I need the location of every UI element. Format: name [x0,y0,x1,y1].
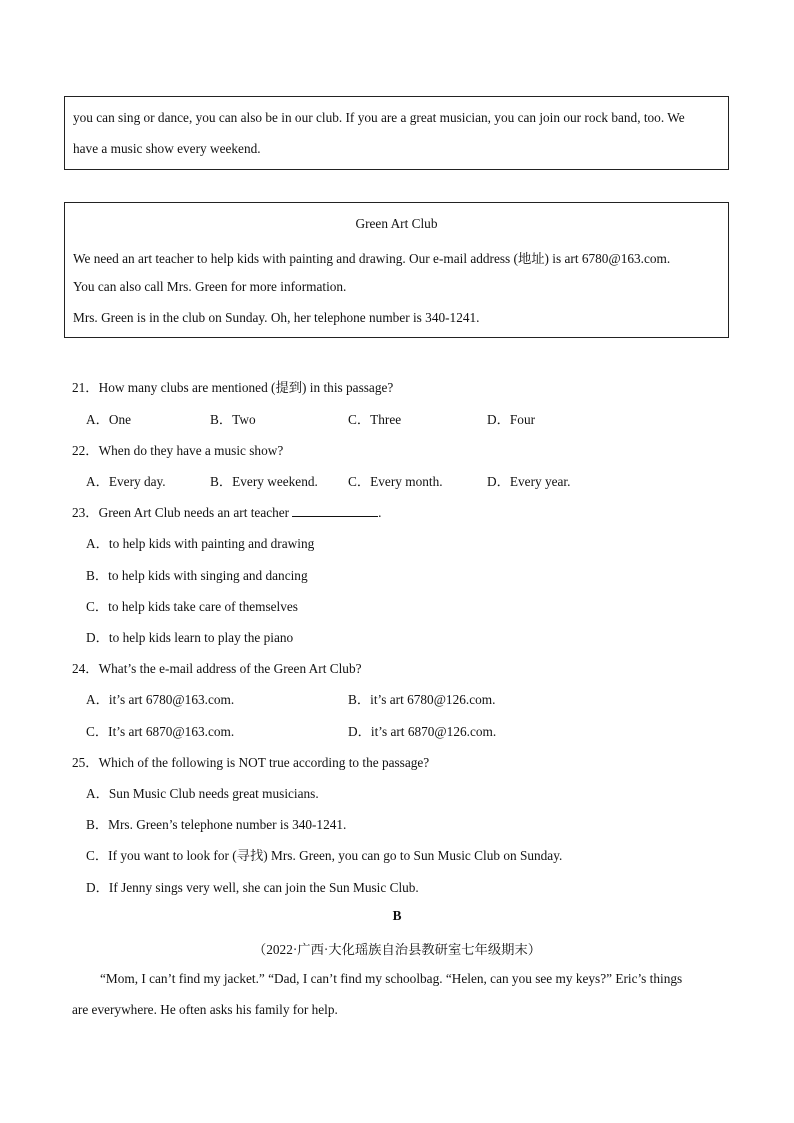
option: B．Two [210,412,256,427]
paragraph-line: are everywhere. He often asks his family for help. [72,1002,338,1017]
option: C．If you want to look for (寻找) Mrs. Green, you can go to Sun Music Club on Sunday. [86,848,563,863]
passage-line: have a music show every weekend. [73,141,261,156]
section-heading: B [392,908,402,923]
option: B．to help kids with singing and dancing [86,568,308,583]
question-stem: 25．Which of the following is NOT true according to the passage? [72,755,430,770]
option: C．It’s art 6870@163.com. [86,724,235,739]
option: A．it’s art 6780@163.com. [86,692,235,707]
club-title: Green Art Club [355,216,438,231]
option: B．Mrs. Green’s telephone number is 340-1241. [86,817,347,832]
passage-line: You can also call Mrs. Green for more information. [73,279,347,294]
option: A．Sun Music Club needs great musicians. [86,786,319,801]
stem-end: . [378,505,382,520]
green-art-club-box [64,202,729,338]
passage-line: you can sing or dance, you can also be in our club. If you are a great musician, you can join our rock band, too. We [73,110,685,125]
option: D．Every year. [487,474,571,489]
question-stem: 22．When do they have a music show? [72,443,284,458]
paragraph-line: “Mom, I can’t find my jacket.” “Dad, I can’t find my schoolbag. “Helen, can you see my keys?” Eric’s things [100,971,683,986]
question-stem: 24．What’s the e-mail address of the Green Art Club? [72,661,362,676]
option: D．it’s art 6870@126.com. [348,724,497,739]
option: B．it’s art 6780@126.com. [348,692,496,707]
option: D．If Jenny sings very well, she can join the Sun Music Club. [86,880,419,895]
option: A．One [86,412,132,427]
passage-box-continued [64,96,729,170]
passage-line: We need an art teacher to help kids with painting and drawing. Our e-mail address (地址) is art 6780@163.com. [73,251,671,266]
question-stem: 21．How many clubs are mentioned (提到) in this passage? [72,380,394,395]
question-stem: 23．Green Art Club needs an art teacher [72,505,290,520]
option: D．Four [487,412,536,427]
option: C．to help kids take care of themselves [86,599,298,614]
option: A．to help kids with painting and drawing [86,536,315,551]
question-stem-with-blank [72,502,381,521]
answer-blank [292,505,378,517]
option: D．to help kids learn to play the piano [86,630,294,645]
option: C．Three [348,412,402,427]
passage-line: Mrs. Green is in the club on Sunday. Oh, her telephone number is 340-1241. [73,310,480,325]
option: A．Every day. [86,474,166,489]
option: C．Every month. [348,474,443,489]
option: B．Every weekend. [210,474,318,489]
source-note: （2022·广西·大化瑶族自治县教研室七年级期末） [252,942,542,957]
